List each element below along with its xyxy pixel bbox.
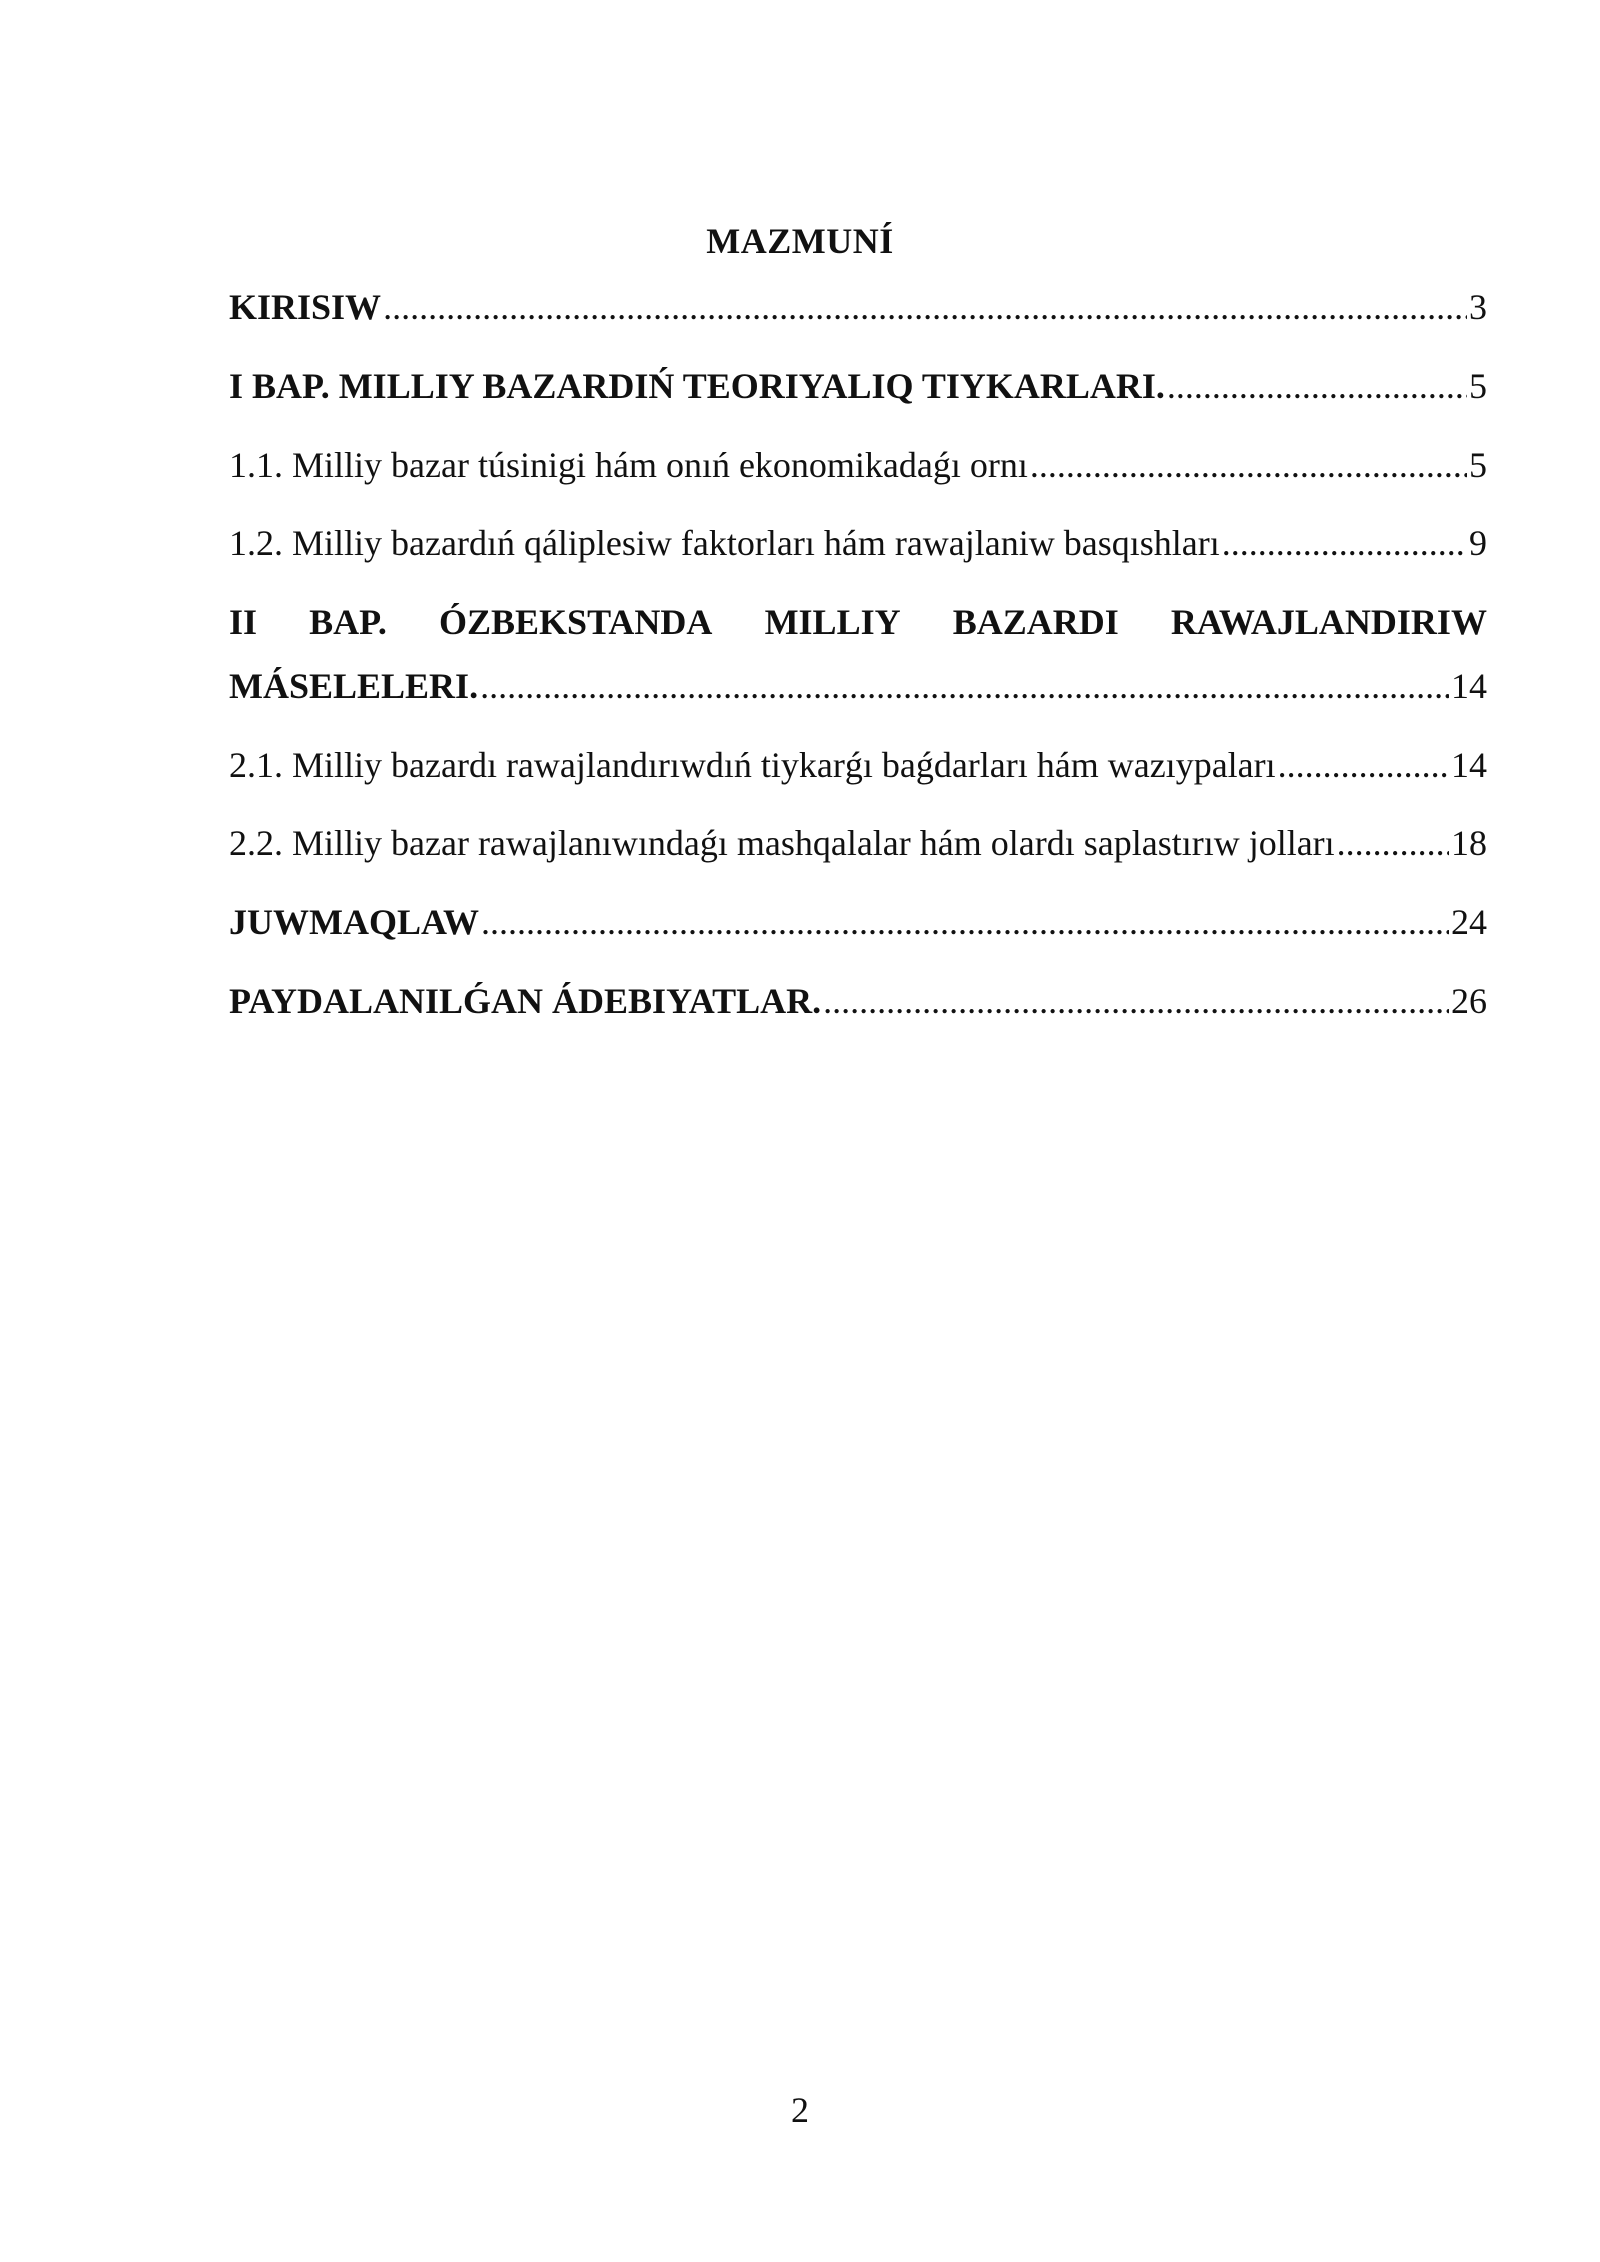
toc-entry-label: 2.1. Milliy bazardı rawajlandırıwdıń tiykarǵı baǵdarları hám wazıypaları — [229, 745, 1276, 785]
toc-entry-label-line-1 — [229, 597, 1487, 647]
toc-leader-dots — [383, 282, 1467, 332]
toc-entry-chapter-1[interactable] — [229, 361, 1487, 411]
toc-entry-conclusion[interactable] — [229, 897, 1487, 947]
toc-entry-page: 14 — [1451, 666, 1487, 706]
toc-entry-introduction[interactable] — [229, 282, 1487, 332]
toc-entry-label: I BAP. MILLIY BAZARDIŃ TEORIYALIQ TIYKARLARI. — [229, 366, 1165, 406]
toc-entry-chapter-2[interactable] — [229, 597, 1487, 711]
toc-label-word: BAZARDI — [952, 602, 1119, 642]
toc-leader-dots — [1222, 518, 1467, 568]
toc-entry-page: 5 — [1469, 366, 1487, 406]
toc-leader-dots — [480, 661, 1449, 711]
toc-leader-dots — [1030, 440, 1467, 490]
toc-entry-page: 9 — [1469, 523, 1487, 563]
toc-entry-references[interactable] — [229, 976, 1487, 1026]
toc-entry-page: 26 — [1451, 981, 1487, 1021]
toc-entry-label: 2.2. Milliy bazar rawajlanıwındaǵı mashqalalar hám olardı saplastırıw jolları — [229, 823, 1335, 863]
toc-leader-dots — [1337, 818, 1449, 868]
toc-label-word: BAP. — [309, 602, 387, 642]
toc-label-word: II — [229, 602, 258, 642]
toc-entry-label: JUWMAQLAW — [229, 902, 479, 942]
toc-label-word: MILLIY — [764, 602, 901, 642]
toc-entry-page: 3 — [1469, 287, 1487, 327]
toc-entry-page: 14 — [1451, 745, 1487, 785]
page-number: 2 — [791, 2090, 809, 2130]
toc-entry-section-2-2[interactable] — [229, 818, 1487, 868]
toc-entry-label: 1.1. Milliy bazar túsinigi hám onıń ekonomikadaǵı ornı — [229, 445, 1028, 485]
toc-leader-dots — [1278, 740, 1449, 790]
toc-title: MAZMUNÍ — [706, 221, 894, 261]
toc-entry-section-1-2[interactable] — [229, 518, 1487, 568]
toc-label-word: RAWAJLANDIRIW — [1170, 602, 1487, 642]
toc-leader-dots — [1167, 361, 1467, 411]
toc-entry-page: 18 — [1451, 823, 1487, 863]
toc-entry-page: 5 — [1469, 445, 1487, 485]
toc-leader-dots — [823, 976, 1449, 1026]
toc-entry-label: 1.2. Milliy bazardıń qáliplesiw faktorları hám rawajlaniw basqıshları — [229, 523, 1220, 563]
toc-entry-label: PAYDALANILǴAN ÁDEBIYATLAR. — [229, 981, 822, 1021]
toc-entry-section-2-1[interactable] — [229, 740, 1487, 790]
toc-entry-section-1-1[interactable] — [229, 440, 1487, 490]
toc-entry-label: KIRISIW — [229, 287, 382, 327]
toc-label-word: ÓZBEKSTANDA — [439, 602, 713, 642]
toc-entry-page: 24 — [1451, 902, 1487, 942]
toc-leader-dots — [481, 897, 1449, 947]
toc-entry-label-continuation: MÁSELELERI. — [229, 666, 479, 706]
